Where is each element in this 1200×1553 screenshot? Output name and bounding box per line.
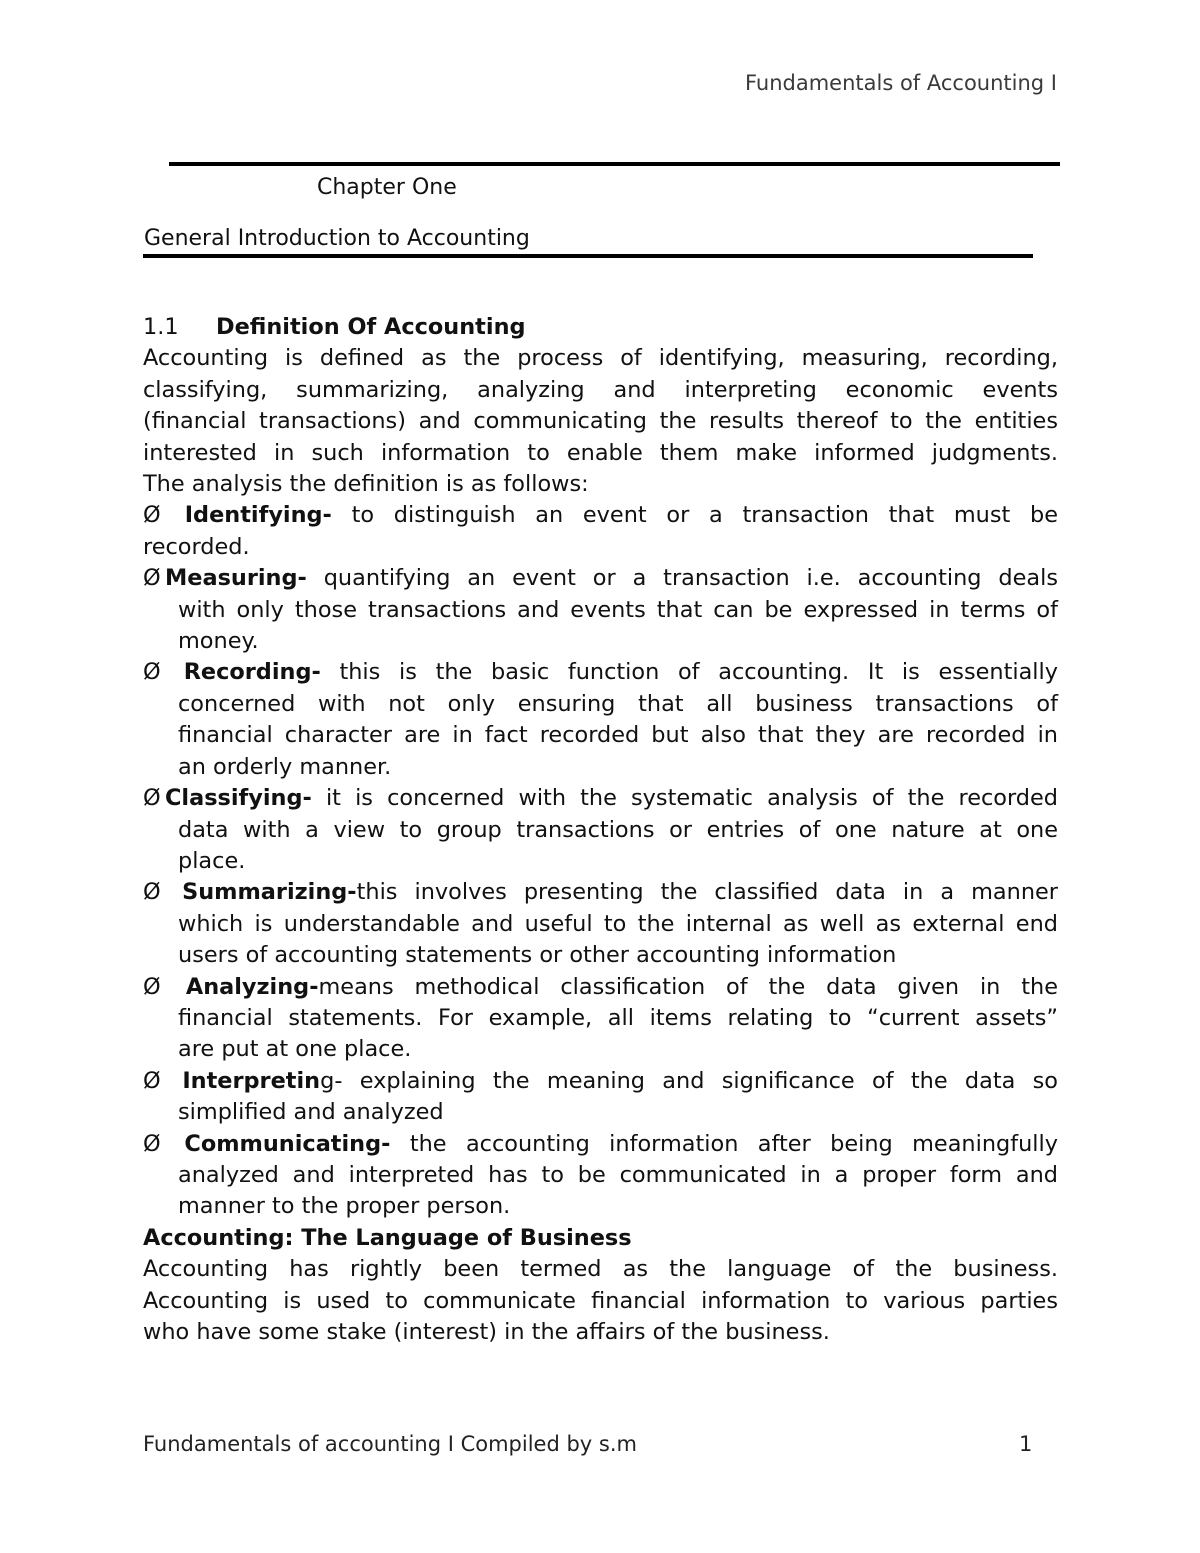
bullet-text: recorded.: [143, 533, 250, 560]
language-heading: Accounting: The Language of Business: [143, 1224, 632, 1251]
language-line: who have some stake (interest) in the affairs of the business.: [143, 1319, 830, 1345]
bullet-arrow-icon: Ø: [143, 973, 161, 1000]
bullet-arrow-icon: Ø: [143, 1067, 161, 1094]
bullet-text: concerned with not only ensuring that all business transactions of: [178, 690, 1058, 717]
bullet-text: financial character are in fact recorded but also that they are recorded in: [178, 722, 1058, 749]
bullet-communicating: [143, 1129, 1058, 1223]
bullet-term: I: [182, 1067, 191, 1094]
intro-line: Accounting is defined as the process of identifying, measuring, recording,: [143, 345, 1058, 372]
bullet-text: quantifying an event or a transaction i.e. accounting deals: [306, 565, 1058, 592]
bullet-text: it is concerned with the systematic analysis of the recorded: [311, 785, 1058, 812]
bullet-summarizing: [143, 877, 1058, 971]
bottom-rule: [143, 254, 1033, 258]
section-heading: [143, 312, 1058, 343]
bullet-measuring: [143, 563, 1058, 657]
bullet-term: Analyzing-: [185, 973, 319, 1000]
chapter-title: General Introduction to Accounting: [144, 226, 530, 251]
intro-line: (financial transactions) and communicating the results thereof to the entities: [143, 408, 1058, 435]
bullet-text: this involves presenting the classified data in a manner: [356, 879, 1058, 906]
bullet-text: place.: [178, 847, 246, 874]
bullet-text: explaining the meaning and significance of the data so: [342, 1067, 1058, 1094]
language-line: Accounting is used to communicate financial information to various parties: [143, 1287, 1058, 1314]
bullet-arrow-icon: Ø: [143, 502, 161, 529]
bullet-text: money.: [178, 628, 259, 655]
bullet-text: manner to the proper person.: [178, 1193, 511, 1220]
bullet-arrow-icon: Ø: [143, 1130, 161, 1157]
bullet-text: an orderly manner.: [178, 753, 392, 780]
bullet-term: Recording-: [183, 659, 321, 686]
bullet-term: Communicating-: [184, 1130, 391, 1157]
bullet-term: Identifying-: [184, 502, 332, 529]
bullet-text: to distinguish an event or a transaction that must be: [331, 502, 1058, 529]
footer-text: Fundamentals of accounting I Compiled by s.m: [143, 1432, 637, 1456]
bullet-term: Measuring-: [165, 565, 307, 592]
section-number: 1.1: [143, 314, 179, 340]
bullet-term: Classifying-: [165, 785, 312, 812]
bullet-text: means methodical classification of the data given in the: [318, 973, 1058, 1000]
running-header: Fundamentals of Accounting I: [744, 71, 1057, 95]
section-title: Definition Of Accounting: [216, 314, 526, 340]
bullet-text: financial statements. For example, all items relating to “current assets”: [178, 1004, 1058, 1031]
top-rule: [169, 162, 1060, 166]
body-content: [143, 312, 1058, 1348]
bullet-text: users of accounting statements or other accounting information: [178, 942, 897, 969]
bullet-text: are put at one place.: [178, 1036, 412, 1063]
bullet-text: simplified and analyzed: [178, 1099, 444, 1126]
bullet-term: Summarizing-: [182, 879, 357, 906]
language-line: Accounting has rightly been termed as the language of the business.: [143, 1256, 1058, 1283]
bullet-text: the accounting information after being meaningfully: [390, 1130, 1058, 1157]
bullet-text: which is understandable and useful to the internal as well as external end: [178, 910, 1058, 937]
chapter-label: Chapter One: [317, 175, 457, 200]
bullet-text: with only those transactions and events that can be expressed in terms of: [178, 596, 1058, 623]
bullet-classifying: [143, 783, 1058, 877]
page-number: 1: [1019, 1432, 1033, 1456]
bullet-term: nterpretin: [190, 1067, 321, 1094]
bullet-text: data with a view to group transactions or entries of one nature at one: [178, 816, 1058, 843]
bullet-analyzing: [143, 972, 1058, 1066]
bullet-arrow-icon: Ø: [143, 879, 161, 906]
intro-line: interested in such information to enable them make informed judgments.: [143, 439, 1058, 466]
analysis-line: The analysis the definition is as follows:: [143, 471, 589, 498]
bullet-recording: [143, 657, 1058, 783]
intro-line: classifying, summarizing, analyzing and interpreting economic events: [143, 376, 1058, 403]
bullet-text: analyzed and interpreted has to be communicated in a proper form and: [178, 1161, 1058, 1188]
bullet-arrow-icon: Ø: [143, 659, 161, 686]
bullet-text: this is the basic function of accounting. It is essentially: [320, 659, 1058, 686]
bullet-identifying: [143, 500, 1058, 563]
bullet-arrow-icon: Ø: [143, 785, 161, 812]
bullet-interpreting: [143, 1066, 1058, 1129]
bullet-term: g-: [320, 1067, 343, 1094]
bullet-arrow-icon: Ø: [143, 565, 161, 592]
